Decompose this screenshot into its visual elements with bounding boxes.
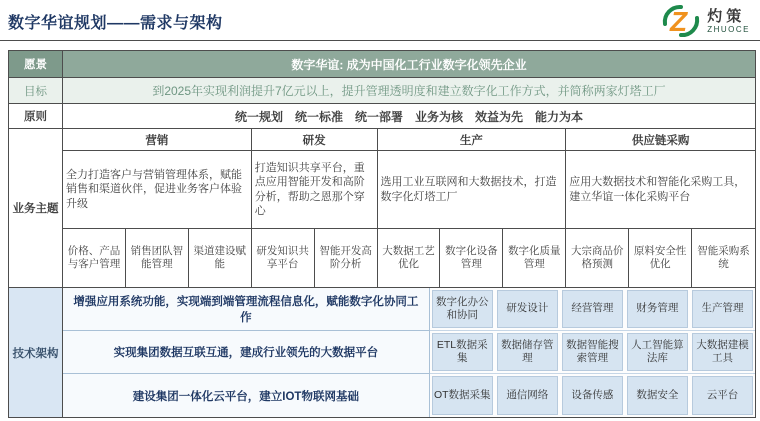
tech-item: 人工智能算法库 [627, 333, 688, 371]
principles-label: 原则 [9, 104, 63, 128]
biz-item: 数字化设备管理 [440, 229, 503, 287]
tech-item-cell [430, 288, 495, 331]
tech-item: 数据储存管理 [497, 333, 558, 371]
goal-content: 到2025年实现利润提升7亿元以上，提升管理透明度和建立数字化工作方式，并简称两家灯塔工厂 [152, 84, 666, 98]
biz-item: 价格、产品与客户管理 [63, 229, 126, 287]
tech-summary-data: 实现集团数据互联互通，建成行业领先的大数据平台 [63, 331, 430, 374]
planning-table [8, 50, 756, 418]
tech-item-cell [690, 374, 755, 417]
tech-item: 生产管理 [692, 290, 753, 328]
biz-header-marketing: 营销 [63, 129, 252, 151]
biz-desc-supply-chain: 应用大数据技术和智能化采购工具，建立华谊一体化采购平台 [566, 151, 755, 229]
tech-item-cell [690, 331, 755, 374]
company-logo [657, 4, 750, 38]
goal-label: 目标 [9, 78, 63, 103]
tech-item-cell [495, 331, 560, 374]
zhuoce-logo-icon [657, 4, 703, 38]
principles-row [9, 104, 755, 129]
biz-item: 大数据工艺优化 [378, 229, 441, 287]
business-themes-grid [63, 129, 755, 287]
tech-item: 数据安全 [627, 376, 688, 415]
tech-item-cell [560, 374, 625, 417]
tech-item-cell [625, 374, 690, 417]
vision-label: 愿景 [9, 51, 63, 77]
tech-item: 数据智能搜索管理 [562, 333, 623, 371]
tech-item-cell [560, 288, 625, 331]
biz-desc-production: 选用工业互联网和大数据技术，打造数字化灯塔工厂 [378, 151, 567, 229]
biz-item: 原料安全性优化 [629, 229, 692, 287]
biz-header-production: 生产 [378, 129, 567, 151]
biz-item: 智能开发高阶分析 [315, 229, 378, 287]
tech-item-cell [495, 288, 560, 331]
tech-item: OT数据采集 [432, 376, 493, 415]
header-divider [0, 40, 760, 41]
svg-text:Z: Z [670, 6, 688, 37]
tech-item-cell [430, 331, 495, 374]
tech-item: ETL数据采集 [432, 333, 493, 371]
tech-item-cell [625, 288, 690, 331]
biz-header-rnd: 研发 [252, 129, 378, 151]
tech-architecture-grid [63, 288, 755, 417]
logo-name-en: ZHUOCE [707, 24, 750, 34]
tech-item: 设备传感 [562, 376, 623, 415]
tech-item: 经营管理 [562, 290, 623, 328]
biz-item: 销售团队智能管理 [126, 229, 189, 287]
business-themes-label: 业务主题 [9, 129, 63, 287]
biz-desc-rnd: 打造知识共享平台，重点应用智能开发和高阶分析，帮助之恩那个穿心 [252, 151, 378, 229]
tech-architecture-label: 技术架构 [9, 288, 63, 417]
tech-summary-cloud: 建设集团一体化云平台，建立IOT物联网基础 [63, 374, 430, 417]
slide-header [0, 0, 760, 41]
principles-content: 统一规划 统一标准 统一部署 业务为核 效益为先 能力为本 [234, 109, 583, 124]
tech-item-cell [495, 374, 560, 417]
biz-item: 大宗商品价格预测 [566, 229, 629, 287]
tech-item: 研发设计 [497, 290, 558, 328]
tech-item-cell [690, 288, 755, 331]
goal-row [9, 78, 755, 104]
tech-summary-apps: 增强应用系统功能，实现端到端管理流程信息化，赋能数字化协同工作 [63, 288, 430, 331]
logo-name-cn: 灼策 [707, 7, 746, 25]
page-title: 数字华谊规划——需求与架构 [8, 15, 223, 32]
vision-row [9, 51, 755, 78]
business-themes-row [9, 129, 755, 288]
biz-header-supply-chain: 供应链采购 [566, 129, 755, 151]
tech-item-cell [430, 374, 495, 417]
biz-item: 智能采购系统 [697, 244, 750, 270]
tech-item: 云平台 [692, 376, 753, 415]
logo-text [707, 9, 750, 34]
tech-architecture-row [9, 288, 755, 417]
tech-item-cell [560, 331, 625, 374]
tech-item: 财务管理 [627, 290, 688, 328]
tech-item: 大数据建模工具 [692, 333, 753, 371]
biz-item: 渠道建设赋能 [189, 229, 252, 287]
biz-item: 研发知识共享平台 [252, 229, 315, 287]
tech-item: 通信网络 [497, 376, 558, 415]
tech-item: 数字化办公和协同 [432, 290, 493, 328]
tech-item-cell [625, 331, 690, 374]
biz-item: 数字化质量管理 [503, 229, 566, 287]
vision-content: 数字华谊: 成为中国化工行业数字化领先企业 [291, 57, 527, 72]
biz-desc-marketing: 全力打造客户与营销管理体系，赋能销售和渠道伙伴，促进业务客户体验升级 [63, 151, 252, 229]
